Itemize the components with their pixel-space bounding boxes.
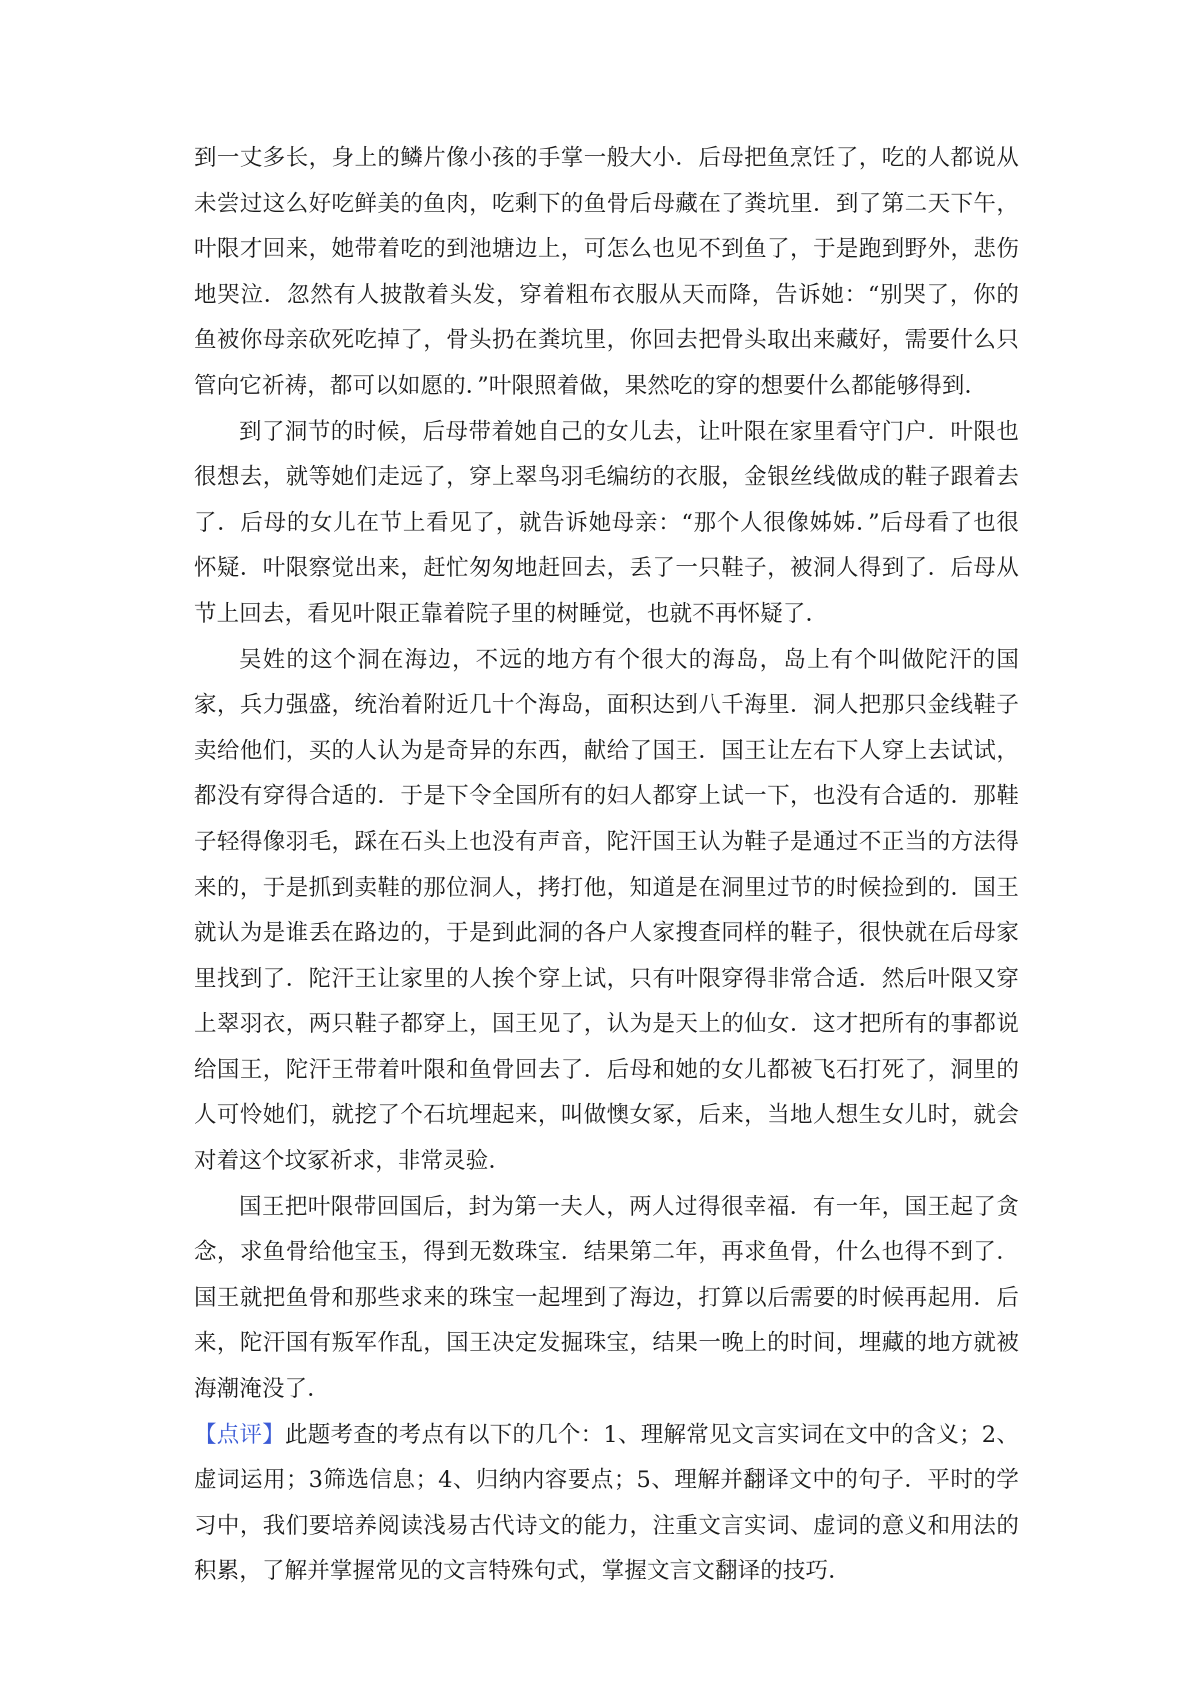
paragraph-king-greed: 国王把叶限带回国后，封为第一夫人，两人过得很幸福．有一年，国王起了贪念，求鱼骨给他宝玉，得到无数珠宝．结果第二年，再求鱼骨，什么也得不到了．国王就把鱼骨和那些求来的珠宝一起埋到了海边，打算以后需要的时候再起用．后来，陀汗国有叛军作乱，国王决定发掘珠宝，结果一晚上的时间，埋藏的地方就被海潮淹没了．: [194, 1193, 1019, 1403]
paragraph-tuohan-kingdom: 吴姓的这个洞在海边，不远的地方有个很大的海岛，岛上有个叫做陀汗的国家，兵力强盛，统治着附近几十个海岛，面积达到八千海里．洞人把那只金线鞋子卖给他们，买的人认为是奇异的东西，献给了国王．国王让左右下人穿上去试试，都没有穿得合适的．于是下令全国所有的妇人都穿上试一下，也没有合适的．那鞋子轻得像羽毛，踩在石头上也没有声音，陀汗国王认为鞋子是通过不正当的方法得来的，于是抓到卖鞋的那位洞人，拷打他，知道是在洞里过节的时候捡到的．国王就认为是谁丢在路边的，于是到此洞的各户人家搜查同样的鞋子，很快就在后母家里找到了．陀汗王让家里的人挨个穿上试，只有叶限穿得非常合适．然后叶限又穿上翠羽衣，两只鞋子都穿上，国王见了，认为是天上的仙女．这才把所有的事都说给国王，陀汗王带着叶限和鱼骨回去了．后母和她的女儿都被飞石打死了，洞里的人可怜她们，就挖了个石坑埋起来，叫做懊女冢，后来，当地人想生女儿时，就会对着这个坟冢祈求，非常灵验．: [194, 646, 1019, 1175]
document-body: [194, 136, 1019, 1595]
comment-tag: 【点评】: [194, 1421, 285, 1448]
comment-text: 此题考查的考点有以下的几个：1、理解常见文言实词在文中的含义；2、虚词运用；3筛选信息；4、归纳内容要点；5、理解并翻译文中的句子．平时的学习中，我们要培养阅读浅易古代诗文的能力，注重文言实词、虚词的意义和用法的积累，了解并掌握常见的文言特殊句式，掌握文言文翻译的技巧．: [194, 1421, 1019, 1585]
paragraph-fish-story: 到一丈多长，身上的鳞片像小孩的手掌一般大小．后母把鱼烹饪了，吃的人都说从未尝过这么好吃鲜美的鱼肉，吃剩下的鱼骨后母藏在了粪坑里．到了第二天下午，叶限才回来，她带着吃的到池塘边上，可怎么也见不到鱼了，于是跑到野外，悲伤地哭泣．忽然有人披散着头发，穿着粗布衣服从天而降，告诉她：“别哭了，你的鱼被你母亲砍死吃掉了，骨头扔在粪坑里，你回去把骨头取出来藏好，需要什么只管向它祈祷，都可以如愿的．”叶限照着做，果然吃的穿的想要什么都能够得到．: [194, 145, 1019, 399]
paragraph-festival: 到了洞节的时候，后母带着她自己的女儿去，让叶限在家里看守门户．叶限也很想去，就等她们走远了，穿上翠鸟羽毛编纺的衣服，金银丝线做成的鞋子跟着去了．后母的女儿在节上看见了，就告诉她母亲：“那个人很像姊姊．”后母看了也很怀疑．叶限察觉出来，赶忙匆匆地赶回去，丢了一只鞋子，被洞人得到了．后母从节上回去，看见叶限正靠着院子里的树睡觉，也就不再怀疑了．: [194, 418, 1019, 627]
comment-paragraph: [194, 1413, 1019, 1595]
